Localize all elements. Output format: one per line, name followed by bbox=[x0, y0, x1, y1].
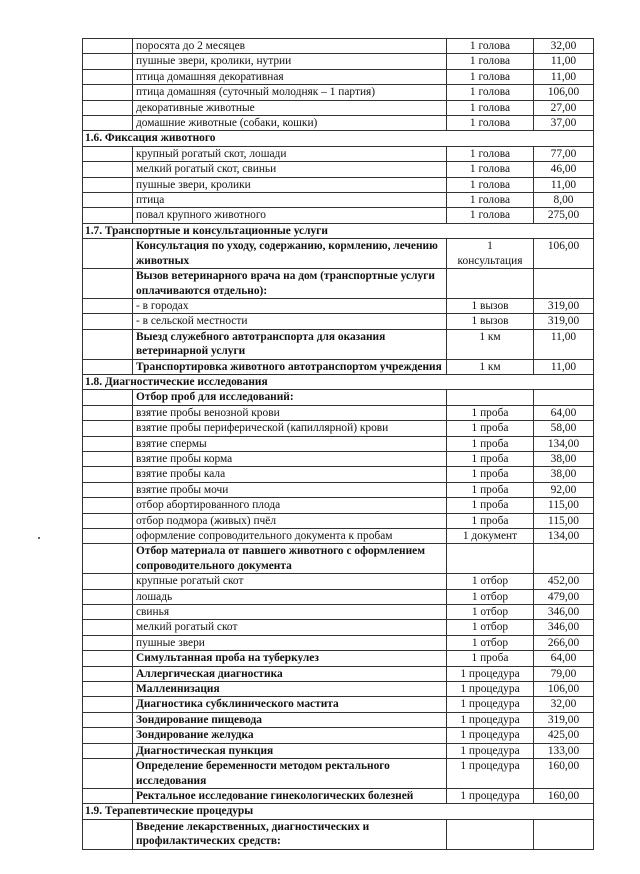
service-name-cell: оформление сопроводительного документа к пробам bbox=[133, 529, 447, 544]
service-name-cell: домашние животные (собаки, кошки) bbox=[133, 116, 447, 131]
service-name-cell: Отбор материала от павшего животного с оформлением сопроводительного документа bbox=[133, 544, 447, 574]
price-cell bbox=[534, 390, 594, 405]
row-number-cell bbox=[83, 100, 133, 115]
unit-cell: 1 голова bbox=[447, 116, 534, 131]
table-row bbox=[83, 697, 594, 712]
price-cell: 346,00 bbox=[534, 620, 594, 635]
price-cell: 134,00 bbox=[534, 529, 594, 544]
unit-cell: 1 отбор bbox=[447, 589, 534, 604]
service-name-cell: Аллергическая диагностика bbox=[133, 666, 447, 681]
section-header-row bbox=[83, 804, 594, 819]
service-name-cell: Симультанная проба на туберкулез bbox=[133, 651, 447, 666]
row-number-cell bbox=[83, 436, 133, 451]
table-row bbox=[83, 513, 594, 528]
price-cell: 64,00 bbox=[534, 651, 594, 666]
section-header-row bbox=[83, 223, 594, 238]
price-cell: 92,00 bbox=[534, 482, 594, 497]
service-name-cell: Вызов ветеринарного врача на дом (транспортные услуги оплачиваются отдельно): bbox=[133, 269, 447, 299]
unit-cell: 1 консультация bbox=[447, 239, 534, 269]
service-name-cell: Консультация по уходу, содержанию, кормлению, лечению животных bbox=[133, 239, 447, 269]
unit-cell bbox=[447, 390, 534, 405]
row-number-cell bbox=[83, 620, 133, 635]
row-number-cell bbox=[83, 390, 133, 405]
row-number-cell bbox=[83, 682, 133, 697]
table-row bbox=[83, 482, 594, 497]
price-cell: 266,00 bbox=[534, 635, 594, 650]
row-number-cell bbox=[83, 314, 133, 329]
service-name-cell: крупные рогатый скот bbox=[133, 574, 447, 589]
row-number-cell bbox=[83, 728, 133, 743]
table-row bbox=[83, 605, 594, 620]
table-row bbox=[83, 54, 594, 69]
service-name-cell: лошадь bbox=[133, 589, 447, 604]
service-name-cell: взятие пробы венозной крови bbox=[133, 405, 447, 420]
table-row bbox=[83, 544, 594, 574]
service-name-cell: Маллеинизация bbox=[133, 682, 447, 697]
row-number-cell bbox=[83, 574, 133, 589]
unit-cell: 1 голова bbox=[447, 39, 534, 54]
unit-cell: 1 проба bbox=[447, 498, 534, 513]
row-number-cell bbox=[83, 329, 133, 359]
table-row bbox=[83, 359, 594, 374]
row-number-cell bbox=[83, 529, 133, 544]
table-row bbox=[83, 819, 594, 849]
row-number-cell bbox=[83, 39, 133, 54]
price-cell: 106,00 bbox=[534, 239, 594, 269]
service-name-cell: Ректальное исследование гинекологических болезней bbox=[133, 788, 447, 803]
service-name-cell: птица домашняя (суточный молодняк – 1 партия) bbox=[133, 85, 447, 100]
unit-cell: 1 процедура bbox=[447, 788, 534, 803]
row-number-cell bbox=[83, 298, 133, 313]
row-number-cell bbox=[83, 146, 133, 161]
price-cell: 452,00 bbox=[534, 574, 594, 589]
price-cell: 79,00 bbox=[534, 666, 594, 681]
table-row bbox=[83, 69, 594, 84]
unit-cell: 1 проба bbox=[447, 436, 534, 451]
price-cell: 134,00 bbox=[534, 436, 594, 451]
price-cell: 160,00 bbox=[534, 788, 594, 803]
unit-cell: 1 вызов bbox=[447, 298, 534, 313]
table-row bbox=[83, 177, 594, 192]
price-cell: 115,00 bbox=[534, 513, 594, 528]
table-row bbox=[83, 146, 594, 161]
service-name-cell: мелкий рогатый скот bbox=[133, 620, 447, 635]
service-name-cell: взятие пробы кала bbox=[133, 467, 447, 482]
row-number-cell bbox=[83, 85, 133, 100]
row-number-cell bbox=[83, 819, 133, 849]
unit-cell: 1 процедура bbox=[447, 743, 534, 758]
price-cell: 106,00 bbox=[534, 682, 594, 697]
section-title: 1.9. Терапевтические процедуры bbox=[83, 804, 594, 819]
unit-cell: 1 отбор bbox=[447, 605, 534, 620]
service-name-cell: Введение лекарственных, диагностических и профилактических средств: bbox=[133, 819, 447, 849]
service-name-cell: Зондирование пищевода bbox=[133, 712, 447, 727]
row-number-cell bbox=[83, 177, 133, 192]
price-cell: 11,00 bbox=[534, 329, 594, 359]
unit-cell: 1 голова bbox=[447, 85, 534, 100]
price-cell: 319,00 bbox=[534, 712, 594, 727]
row-number-cell bbox=[83, 69, 133, 84]
table-row bbox=[83, 421, 594, 436]
row-number-cell bbox=[83, 269, 133, 299]
table-row bbox=[83, 451, 594, 466]
unit-cell: 1 проба bbox=[447, 451, 534, 466]
unit-cell: 1 документ bbox=[447, 529, 534, 544]
price-cell: 346,00 bbox=[534, 605, 594, 620]
service-name-cell: отбор абортированного плода bbox=[133, 498, 447, 513]
unit-cell: 1 голова bbox=[447, 162, 534, 177]
price-cell: 37,00 bbox=[534, 116, 594, 131]
unit-cell: 1 проба bbox=[447, 513, 534, 528]
service-name-cell: Диагностика субклинического мастита bbox=[133, 697, 447, 712]
row-number-cell bbox=[83, 421, 133, 436]
row-number-cell bbox=[83, 788, 133, 803]
row-number-cell bbox=[83, 54, 133, 69]
table-row bbox=[83, 208, 594, 223]
row-number-cell bbox=[83, 359, 133, 374]
table-row bbox=[83, 712, 594, 727]
price-cell: 275,00 bbox=[534, 208, 594, 223]
unit-cell: 1 проба bbox=[447, 405, 534, 420]
table-row bbox=[83, 635, 594, 650]
unit-cell: 1 проба bbox=[447, 651, 534, 666]
price-cell: 32,00 bbox=[534, 697, 594, 712]
table-row bbox=[83, 162, 594, 177]
row-number-cell bbox=[83, 498, 133, 513]
table-row bbox=[83, 116, 594, 131]
table-row bbox=[83, 620, 594, 635]
table-row bbox=[83, 759, 594, 789]
section-header-row bbox=[83, 131, 594, 146]
price-cell: 115,00 bbox=[534, 498, 594, 513]
table-row bbox=[83, 788, 594, 803]
price-cell: 38,00 bbox=[534, 451, 594, 466]
unit-cell: 1 км bbox=[447, 329, 534, 359]
service-name-cell: повал крупного животного bbox=[133, 208, 447, 223]
table-row bbox=[83, 682, 594, 697]
unit-cell: 1 км bbox=[447, 359, 534, 374]
table-row bbox=[83, 193, 594, 208]
unit-cell bbox=[447, 544, 534, 574]
unit-cell: 1 отбор bbox=[447, 574, 534, 589]
service-name-cell: Зондирование желудка bbox=[133, 728, 447, 743]
service-name-cell: крупный рогатый скот, лошади bbox=[133, 146, 447, 161]
unit-cell: 1 процедура bbox=[447, 666, 534, 681]
row-number-cell bbox=[83, 208, 133, 223]
row-number-cell bbox=[83, 405, 133, 420]
price-cell: 160,00 bbox=[534, 759, 594, 789]
service-name-cell: Диагностическая пункция bbox=[133, 743, 447, 758]
section-header-row bbox=[83, 374, 594, 389]
service-name-cell: взятие пробы периферической (капиллярной) крови bbox=[133, 421, 447, 436]
unit-cell: 1 процедура bbox=[447, 682, 534, 697]
service-name-cell: пушные звери, кролики bbox=[133, 177, 447, 192]
price-cell: 479,00 bbox=[534, 589, 594, 604]
price-cell: 425,00 bbox=[534, 728, 594, 743]
price-cell bbox=[534, 819, 594, 849]
row-number-cell bbox=[83, 116, 133, 131]
table-row bbox=[83, 100, 594, 115]
service-name-cell: Определение беременности методом ректального исследования bbox=[133, 759, 447, 789]
unit-cell: 1 проба bbox=[447, 482, 534, 497]
price-cell: 133,00 bbox=[534, 743, 594, 758]
table-row bbox=[83, 436, 594, 451]
price-cell: 77,00 bbox=[534, 146, 594, 161]
service-name-cell: пушные звери bbox=[133, 635, 447, 650]
unit-cell: 1 процедура bbox=[447, 728, 534, 743]
price-list-table bbox=[82, 38, 594, 850]
row-number-cell bbox=[83, 589, 133, 604]
row-number-cell bbox=[83, 712, 133, 727]
table-row bbox=[83, 39, 594, 54]
table-row bbox=[83, 239, 594, 269]
price-cell: 319,00 bbox=[534, 298, 594, 313]
price-cell: 106,00 bbox=[534, 85, 594, 100]
table-row bbox=[83, 666, 594, 681]
unit-cell: 1 процедура bbox=[447, 759, 534, 789]
price-cell: 58,00 bbox=[534, 421, 594, 436]
table-row bbox=[83, 390, 594, 405]
row-number-cell bbox=[83, 239, 133, 269]
service-name-cell: поросята до 2 месяцев bbox=[133, 39, 447, 54]
unit-cell: 1 процедура bbox=[447, 697, 534, 712]
table-row bbox=[83, 405, 594, 420]
service-name-cell: птица bbox=[133, 193, 447, 208]
table-row bbox=[83, 651, 594, 666]
unit-cell: 1 голова bbox=[447, 193, 534, 208]
table-row bbox=[83, 498, 594, 513]
section-title: 1.7. Транспортные и консультационные услуги bbox=[83, 223, 594, 238]
table-row bbox=[83, 589, 594, 604]
section-title: 1.6. Фиксация животного bbox=[83, 131, 594, 146]
price-cell: 27,00 bbox=[534, 100, 594, 115]
price-cell: 38,00 bbox=[534, 467, 594, 482]
price-cell: 32,00 bbox=[534, 39, 594, 54]
unit-cell: 1 отбор bbox=[447, 635, 534, 650]
row-number-cell bbox=[83, 451, 133, 466]
service-name-cell: Отбор проб для исследований: bbox=[133, 390, 447, 405]
price-cell: 11,00 bbox=[534, 54, 594, 69]
unit-cell bbox=[447, 269, 534, 299]
section-title: 1.8. Диагностические исследования bbox=[83, 374, 594, 389]
row-number-cell bbox=[83, 162, 133, 177]
table-row bbox=[83, 467, 594, 482]
row-number-cell bbox=[83, 743, 133, 758]
table-row bbox=[83, 329, 594, 359]
service-name-cell: Транспортировка животного автотранспортом учреждения bbox=[133, 359, 447, 374]
row-number-cell bbox=[83, 467, 133, 482]
unit-cell: 1 отбор bbox=[447, 620, 534, 635]
price-cell bbox=[534, 269, 594, 299]
row-number-cell bbox=[83, 651, 133, 666]
unit-cell: 1 голова bbox=[447, 208, 534, 223]
service-name-cell: взятие пробы корма bbox=[133, 451, 447, 466]
row-number-cell bbox=[83, 513, 133, 528]
service-name-cell: взятие спермы bbox=[133, 436, 447, 451]
unit-cell: 1 голова bbox=[447, 54, 534, 69]
row-number-cell bbox=[83, 544, 133, 574]
table-row bbox=[83, 314, 594, 329]
row-number-cell bbox=[83, 193, 133, 208]
price-cell: 46,00 bbox=[534, 162, 594, 177]
service-name-cell: Выезд служебного автотранспорта для оказания ветеринарной услуги bbox=[133, 329, 447, 359]
service-name-cell: птица домашняя декоративная bbox=[133, 69, 447, 84]
row-number-cell bbox=[83, 697, 133, 712]
price-list-body bbox=[83, 39, 594, 850]
unit-cell: 1 голова bbox=[447, 177, 534, 192]
table-row bbox=[83, 85, 594, 100]
unit-cell bbox=[447, 819, 534, 849]
row-number-cell bbox=[83, 666, 133, 681]
service-name-cell: пушные звери, кролики, нутрии bbox=[133, 54, 447, 69]
table-row bbox=[83, 728, 594, 743]
price-cell: 319,00 bbox=[534, 314, 594, 329]
price-cell: 64,00 bbox=[534, 405, 594, 420]
table-row bbox=[83, 269, 594, 299]
table-row bbox=[83, 298, 594, 313]
service-name-cell: - в городах bbox=[133, 298, 447, 313]
unit-cell: 1 голова bbox=[447, 146, 534, 161]
price-cell: 11,00 bbox=[534, 359, 594, 374]
service-name-cell: мелкий рогатый скот, свиньи bbox=[133, 162, 447, 177]
table-row bbox=[83, 743, 594, 758]
row-number-cell bbox=[83, 482, 133, 497]
price-cell: 8,00 bbox=[534, 193, 594, 208]
unit-cell: 1 вызов bbox=[447, 314, 534, 329]
service-name-cell: - в сельской местности bbox=[133, 314, 447, 329]
row-number-cell bbox=[83, 759, 133, 789]
unit-cell: 1 голова bbox=[447, 69, 534, 84]
row-number-cell bbox=[83, 635, 133, 650]
table-row bbox=[83, 574, 594, 589]
price-cell: 11,00 bbox=[534, 69, 594, 84]
unit-cell: 1 процедура bbox=[447, 712, 534, 727]
service-name-cell: отбор подмора (живых) пчёл bbox=[133, 513, 447, 528]
row-number-cell bbox=[83, 605, 133, 620]
unit-cell: 1 проба bbox=[447, 421, 534, 436]
price-cell bbox=[534, 544, 594, 574]
service-name-cell: свинья bbox=[133, 605, 447, 620]
service-name-cell: декоративные животные bbox=[133, 100, 447, 115]
scan-speck bbox=[38, 537, 40, 539]
service-name-cell: взятие пробы мочи bbox=[133, 482, 447, 497]
price-cell: 11,00 bbox=[534, 177, 594, 192]
unit-cell: 1 проба bbox=[447, 467, 534, 482]
unit-cell: 1 голова bbox=[447, 100, 534, 115]
table-row bbox=[83, 529, 594, 544]
